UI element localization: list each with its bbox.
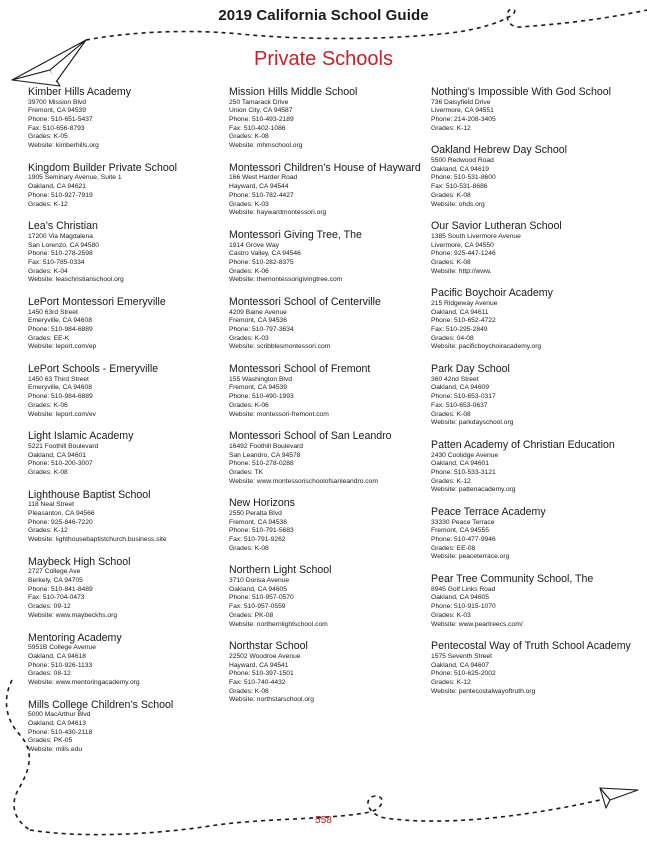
- school-detail-line: Website: kimberhills.org: [28, 142, 99, 150]
- school-detail-line: Hayward, CA 94544: [229, 183, 289, 191]
- school-detail-line: Grades: K-08: [229, 687, 269, 695]
- school-listing: [28, 699, 228, 755]
- school-detail-line: Grades: K-03: [229, 334, 269, 342]
- school-name: Pacific Boychoir Academy: [431, 287, 553, 300]
- school-listing: [229, 564, 429, 629]
- school-detail-line: Phone: 925-447-1246: [431, 250, 496, 258]
- school-detail-line: Oakland, CA 94609: [431, 384, 489, 392]
- school-listing: [431, 640, 631, 696]
- school-listing: [431, 287, 631, 352]
- school-detail-line: Grades: K-04: [28, 267, 68, 275]
- school-name: Pentecostal Way of Truth School Academy: [431, 640, 631, 653]
- school-column-1: [28, 86, 228, 766]
- school-detail-line: Website: northstarschool.org: [229, 696, 314, 704]
- school-detail-line: Fax: 510-957-0559: [229, 603, 286, 611]
- school-detail-line: Phone: 510-926-1133: [28, 661, 93, 669]
- school-detail-line: Phone: 510-957-0570: [229, 594, 294, 602]
- school-detail-line: Website: mhmschool.org: [229, 142, 303, 150]
- school-detail-line: Phone: 510-915-1070: [431, 603, 496, 611]
- school-name: Mission Hills Middle School: [229, 86, 358, 98]
- school-detail-line: Grades: K-06: [229, 401, 269, 409]
- school-name: Lighthouse Baptist School: [28, 488, 151, 501]
- school-detail-line: Grades: K-12: [431, 477, 471, 485]
- school-detail-line: Phone: 510-625-2002: [431, 670, 496, 678]
- school-detail-line: 5500 Redwood Road: [431, 157, 494, 164]
- school-detail-line: 2550 Peralta Blvd: [229, 509, 282, 517]
- school-detail-line: Phone: 510-200-3007: [28, 460, 93, 468]
- school-detail-line: Oakland, CA 94618: [28, 652, 86, 660]
- school-detail-line: Grades: K-08: [431, 191, 471, 199]
- school-detail-line: Website: pacificboychoiracademy.org: [431, 343, 542, 351]
- school-detail-line: Phone: 510-278-2598: [28, 250, 93, 258]
- school-detail-line: Oakland, CA 94601: [431, 460, 489, 468]
- school-detail-line: Oakland, CA 94607: [431, 661, 489, 669]
- school-detail-line: Phone: 510-841-8489: [28, 585, 93, 593]
- school-column-3: [431, 86, 631, 707]
- school-detail-line: Phone: 510-430-2118: [28, 728, 93, 736]
- school-detail-line: Emeryville, CA 94608: [28, 384, 92, 392]
- school-listing: [431, 220, 631, 276]
- school-detail-line: 360 42nd Street: [431, 375, 479, 383]
- school-detail-line: Website: www.peartreecs.com/: [431, 620, 523, 628]
- school-listing: [28, 363, 228, 419]
- school-detail-line: Berkely, CA 94705: [28, 577, 83, 585]
- school-listing: [28, 220, 228, 285]
- school-detail-line: Website: peaceterrace.org: [431, 553, 510, 561]
- school-detail-line: Grades: K-08: [431, 258, 471, 266]
- school-detail-line: Phone: 510-782-4427: [229, 191, 294, 199]
- page-number: 558: [315, 815, 332, 826]
- school-detail-line: 5221 Foothill Boulevard: [28, 442, 99, 450]
- school-detail-line: Oakland, CA 94605: [431, 594, 489, 602]
- school-detail-line: 4209 Baine Avenue: [229, 308, 287, 316]
- school-detail-line: Website: scribblesmontessori.com: [229, 343, 331, 351]
- school-detail-line: 39700 Mission Blvd: [28, 98, 86, 106]
- section-title: Private Schools: [254, 48, 393, 70]
- school-detail-line: Fax: 510-704-0473: [28, 594, 85, 602]
- school-detail-line: 5000 MacArthur Blvd: [28, 711, 91, 719]
- school-detail-line: Fax: 510-740-4432: [229, 678, 286, 686]
- school-detail-line: Website: themontessorigivingtree.com: [229, 276, 343, 284]
- school-name: Light Islamic Academy: [28, 430, 134, 443]
- school-listing: [431, 573, 631, 629]
- school-detail-line: Grades: 04-08: [431, 334, 474, 342]
- school-detail-line: Phone: 510-282-8375: [229, 258, 294, 266]
- school-listing: [229, 86, 429, 151]
- school-detail-line: 2727 College Ave: [28, 568, 81, 576]
- school-detail-line: 736 Daisyfield Drive: [431, 98, 491, 106]
- school-detail-line: Website: leaschristianschool.org: [28, 276, 124, 284]
- school-detail-line: Fax: 510-791-9262: [229, 536, 286, 544]
- school-detail-line: 1905 Seminary Avenue, Suite 1: [28, 174, 122, 182]
- school-name: Mills College Children’s School: [28, 698, 174, 711]
- school-name: Our Savior Lutheran School: [431, 220, 562, 233]
- school-listing: [28, 162, 228, 209]
- school-detail-line: 1575 Seventh Street: [431, 652, 492, 660]
- school-listing: [431, 363, 631, 428]
- school-detail-line: 215 Ridgeway Avenue: [431, 299, 498, 307]
- school-detail-line: Phone: 510-477-9946: [431, 536, 496, 544]
- school-detail-line: Phone: 510-533-3121: [431, 468, 496, 476]
- school-detail-line: Oakland, CA 94611: [431, 308, 489, 316]
- school-listing: [431, 86, 631, 133]
- school-detail-line: Grades: K-12: [28, 527, 68, 535]
- school-listing: [229, 640, 429, 705]
- school-detail-line: 17200 Via Magdalena: [28, 232, 93, 240]
- school-detail-line: Website: mills.edu: [28, 746, 83, 754]
- school-detail-line: Grades: K-08: [28, 468, 68, 476]
- school-detail-line: Fax: 510-653-0637: [431, 401, 488, 409]
- school-detail-line: Fax: 510-402-1086: [229, 124, 286, 132]
- school-detail-line: Website: parkdayschool.org: [431, 419, 514, 427]
- school-listing: [229, 296, 429, 352]
- school-detail-line: Phone: 510-531-8600: [431, 174, 496, 182]
- school-detail-line: Fremont, CA 94536: [229, 518, 287, 526]
- school-detail-line: Phone: 510-653-0317: [431, 393, 496, 401]
- school-detail-line: Grades: K-12: [28, 200, 68, 208]
- school-detail-line: 166 West Harder Road: [229, 174, 298, 182]
- school-detail-line: Grades: EE-08: [431, 544, 476, 552]
- school-name: Oakland Hebrew Day School: [431, 144, 568, 157]
- school-detail-line: Union City, CA 94587: [229, 107, 293, 115]
- school-detail-line: 118 Neal Street: [28, 501, 74, 509]
- school-detail-line: Phone: 510-652-4722: [431, 317, 496, 325]
- school-detail-line: Livermore, CA 94551: [431, 107, 494, 115]
- school-detail-line: Grades: K-05: [28, 133, 68, 141]
- school-detail-line: Grades: K-12: [431, 124, 471, 132]
- school-name: Pear Tree Community School, The: [431, 573, 594, 586]
- school-detail-line: 33330 Peace Terrace: [431, 518, 495, 526]
- school-detail-line: 1450 63rd Street: [28, 308, 78, 316]
- school-detail-line: Phone: 510-927-7919: [28, 191, 93, 199]
- school-listing: [431, 506, 631, 562]
- school-name: Nothing’s Impossible With God School: [431, 86, 611, 98]
- school-column-2: [229, 86, 429, 716]
- school-detail-line: Emeryville, CA 94608: [28, 317, 92, 325]
- school-detail-line: Website: leport.com/ev: [28, 410, 96, 418]
- school-detail-line: Website: www.montessorischoolofsanleandro.com: [229, 477, 378, 485]
- school-name: Mentoring Academy: [28, 631, 122, 644]
- school-name: Montessori School of Fremont: [229, 363, 371, 376]
- school-listing: [229, 497, 429, 553]
- school-detail-line: Grades: PK-08: [229, 611, 274, 619]
- school-listing: [431, 439, 631, 495]
- school-listing: [229, 229, 429, 285]
- school-detail-line: Website: northernlightschool.com: [229, 620, 328, 628]
- school-listing: [431, 144, 631, 209]
- school-detail-line: Phone: 510-490-1993: [229, 393, 294, 401]
- school-name: LePort Montessori Emeryville: [28, 296, 166, 309]
- school-detail-line: Fremont, CA 94536: [229, 317, 287, 325]
- school-detail-line: Grades: K-03: [229, 200, 269, 208]
- school-name: Montessori Children’s House of Hayward: [229, 161, 421, 174]
- school-detail-line: 5951B College Avenue: [28, 644, 96, 652]
- school-detail-line: Pleasanton, CA 94566: [28, 509, 95, 517]
- guide-title: 2019 California School Guide: [218, 7, 429, 24]
- school-listing: [28, 489, 228, 545]
- school-detail-line: Website: www.mentoringacademy.org: [28, 678, 140, 686]
- school-detail-line: Website: pattenacademy.org: [431, 486, 516, 494]
- school-listing: [28, 556, 228, 621]
- school-detail-line: Hayward, CA 94541: [229, 661, 289, 669]
- school-detail-line: Livermore, CA 94550: [431, 241, 494, 249]
- school-detail-line: 22502 Woodroe Avenue: [229, 652, 301, 660]
- school-detail-line: Grades: K-08: [229, 133, 269, 141]
- school-detail-line: 3710 Dorisa Avenue: [229, 577, 290, 585]
- school-detail-line: Website: lighthousebaptistchurch.business.site: [28, 536, 167, 544]
- school-listing: [28, 86, 228, 151]
- school-detail-line: 8945 Golf Links Road: [431, 585, 496, 593]
- school-detail-line: Oakland, CA 94601: [28, 451, 86, 459]
- school-detail-line: 16492 Foothill Boulevard: [229, 442, 303, 450]
- school-detail-line: Grades: K-12: [431, 678, 471, 686]
- school-detail-line: 250 Tamarack Drive: [229, 98, 289, 106]
- school-detail-line: Fremont, CA 94539: [229, 384, 287, 392]
- school-detail-line: Fax: 510-531-8686: [431, 183, 488, 191]
- school-detail-line: Phone: 214-208-3405: [431, 116, 496, 123]
- school-name: Patten Academy of Christian Education: [431, 438, 615, 451]
- school-detail-line: Grades: EE-K: [28, 334, 70, 342]
- school-name: Park Day School: [431, 363, 510, 376]
- school-listing: [229, 363, 429, 419]
- school-detail-line: Grades: K-06: [28, 401, 68, 409]
- school-detail-line: Website: ohds.org: [431, 200, 485, 208]
- school-listing: [28, 430, 228, 477]
- school-detail-line: Grades: 09-12: [28, 603, 71, 611]
- school-listing: [229, 162, 429, 218]
- school-detail-line: Website: haywardmontessori.org: [229, 209, 327, 217]
- school-detail-line: 1450 63 Third Street: [28, 375, 89, 383]
- school-detail-line: Website: montessori-fremont.com: [229, 410, 329, 418]
- school-detail-line: Phone: 510-984-6889: [28, 393, 93, 401]
- school-detail-line: Fremont, CA 94539: [28, 107, 86, 115]
- school-name: Montessori School of Centerville: [229, 296, 381, 309]
- school-name: Montessori Giving Tree, The: [229, 228, 362, 241]
- school-listing: [229, 430, 429, 486]
- school-detail-line: Grades: K-03: [431, 611, 471, 619]
- school-detail-line: Castro Valley, CA 94546: [229, 250, 301, 258]
- school-detail-line: 155 Washington Blvd: [229, 375, 292, 383]
- school-detail-line: Phone: 925-846-7220: [28, 518, 93, 526]
- school-name: Northstar School: [229, 640, 308, 653]
- school-name: New Horizons: [229, 497, 295, 510]
- school-detail-line: Website: pentecostalwayoftruth.org: [431, 687, 536, 695]
- school-detail-line: Fax: 510-295-2849: [431, 326, 488, 334]
- school-detail-line: Website: www.maybeckhs.org: [28, 611, 118, 619]
- school-name: Lea’s Christian: [28, 220, 98, 233]
- school-detail-line: Grades: K-08: [431, 410, 471, 418]
- school-detail-line: Phone: 510-397-1501: [229, 670, 294, 678]
- school-detail-line: Grades: PK-05: [28, 737, 73, 745]
- school-listing: [28, 296, 228, 352]
- school-name: Maybeck High School: [28, 555, 131, 568]
- school-detail-line: Phone: 510-791-5683: [229, 527, 294, 535]
- school-detail-line: Oakland, CA 94605: [229, 585, 287, 593]
- school-detail-line: 1914 Grove Way: [229, 241, 279, 249]
- school-detail-line: Grades: K-06: [229, 267, 269, 275]
- school-detail-line: Fremont, CA 94555: [431, 527, 489, 535]
- school-detail-line: Fax: 510-785-0334: [28, 258, 85, 266]
- school-detail-line: Phone: 510-984-6889: [28, 326, 93, 334]
- school-detail-line: Grades: TK: [229, 468, 264, 476]
- school-detail-line: San Lorenzo, CA 94580: [28, 241, 100, 249]
- school-detail-line: Website: http://www.: [431, 267, 492, 275]
- school-detail-line: 1385 South Livermore Avenue: [431, 232, 521, 240]
- school-name: Kimber Hills Academy: [28, 86, 132, 98]
- school-detail-line: Website: leport.com/ep: [28, 343, 97, 351]
- school-name: Kingdom Builder Private School: [28, 161, 177, 174]
- school-name: Northern Light School: [229, 564, 332, 577]
- school-listing: [28, 632, 228, 688]
- school-name: Montessori School of San Leandro: [229, 430, 392, 443]
- school-detail-line: Grades: K-08: [229, 544, 269, 552]
- school-detail-line: Phone: 510-493-2189: [229, 116, 294, 123]
- dashed-flight-path-left: [6, 680, 30, 830]
- school-detail-line: 2430 Coolidge Avenue: [431, 451, 499, 459]
- school-detail-line: Oakland, CA 94613: [28, 719, 86, 727]
- paper-airplane-icon: [600, 788, 638, 808]
- school-detail-line: Phone: 510-278-0288: [229, 460, 294, 468]
- school-detail-line: Grades: 08-12: [28, 670, 71, 678]
- school-name: LePort Schools - Emeryville: [28, 363, 159, 376]
- school-detail-line: Phone: 510-651-5437: [28, 116, 93, 123]
- school-detail-line: Fax: 510-656-8793: [28, 124, 85, 132]
- school-detail-line: Oakland, CA 94619: [431, 165, 489, 173]
- school-detail-line: Phone: 510-797-3634: [229, 326, 294, 334]
- school-detail-line: Oakland, CA 94621: [28, 183, 86, 191]
- school-detail-line: San Leandro, CA 94578: [229, 451, 301, 459]
- school-name: Peace Terrace Academy: [431, 506, 546, 519]
